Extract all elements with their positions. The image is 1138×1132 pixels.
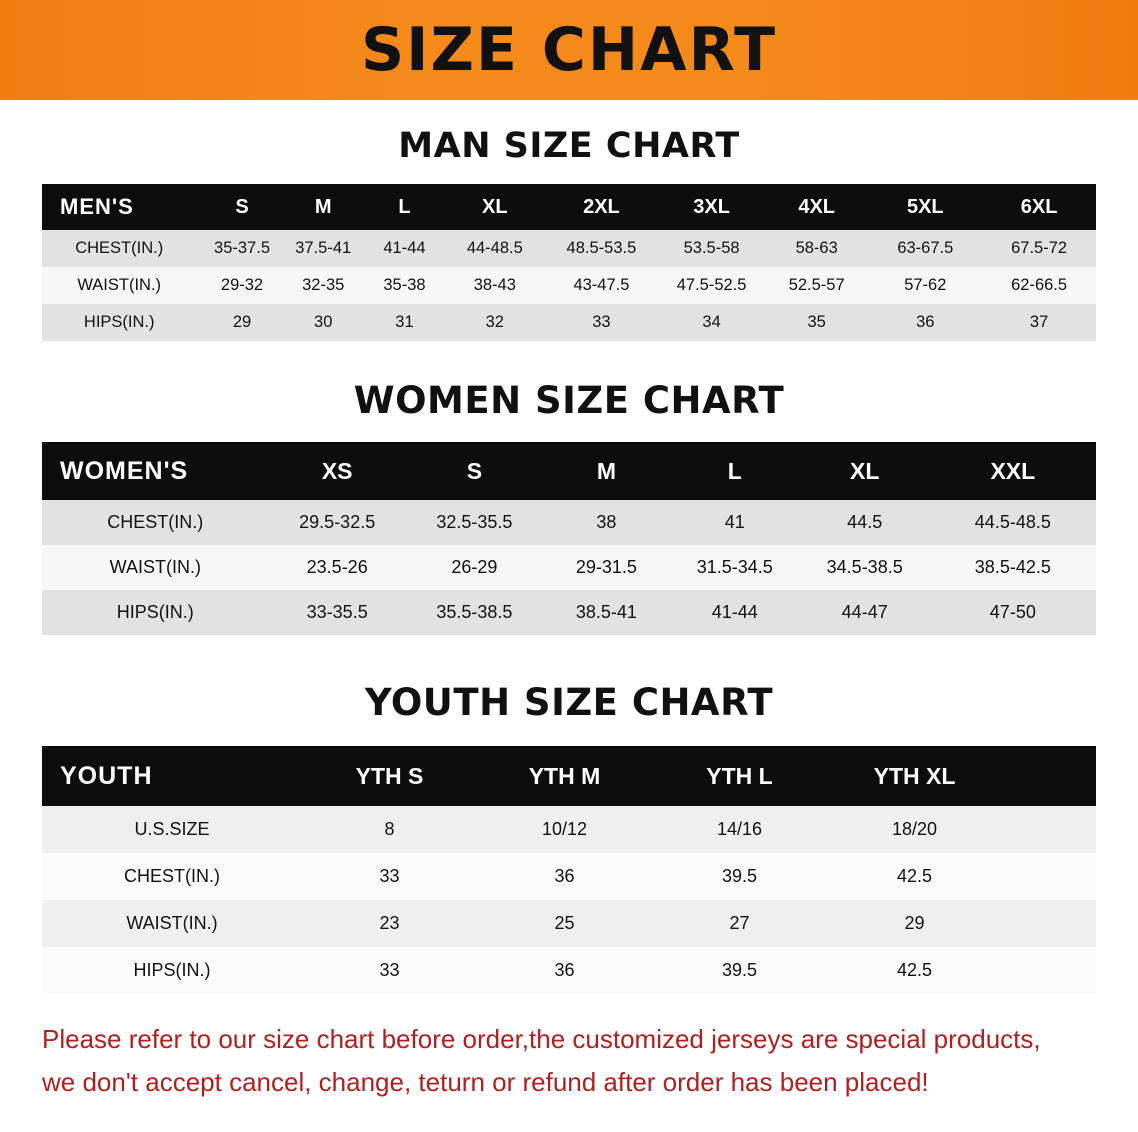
table-cell: 47.5-52.5 [658, 267, 765, 304]
table-cell: 35 [765, 304, 869, 341]
col-header: XL [445, 184, 545, 230]
row-header: HIPS(IN.) [42, 590, 269, 635]
table-cell: 23 [302, 900, 477, 947]
table-cell: 35.5-38.5 [406, 590, 543, 635]
table-row [42, 806, 1096, 853]
table-cell: 27 [652, 900, 827, 947]
header-banner [0, 0, 1138, 100]
col-header: S [406, 442, 543, 500]
man-section-title: MAN SIZE CHART [398, 126, 740, 166]
table-cell: 41-44 [670, 590, 800, 635]
col-header: YTH XL [827, 746, 1002, 806]
table-cell: 57-62 [868, 267, 982, 304]
table-cell: 32-35 [283, 267, 364, 304]
table-cell: 38.5-42.5 [930, 545, 1096, 590]
table-cell: 44-48.5 [445, 230, 545, 267]
table-cell: 67.5-72 [982, 230, 1096, 267]
col-header: L [364, 184, 445, 230]
disclaimer-line-2: we don't accept cancel, change, teturn or refund after order has been placed! [42, 1066, 929, 1097]
col-header: YTH L [652, 746, 827, 806]
table-cell: 29 [201, 304, 282, 341]
row-header: HIPS(IN.) [42, 947, 302, 994]
table-cell: 42.5 [827, 947, 1002, 994]
table-row [42, 545, 1096, 590]
table-row [42, 900, 1096, 947]
man-table-wrap [42, 184, 1096, 341]
table-cell: 42.5 [827, 853, 1002, 900]
table-cell: 29-32 [201, 267, 282, 304]
table-cell-spacer [1002, 853, 1096, 900]
col-header: XL [800, 442, 930, 500]
table-cell: 53.5-58 [658, 230, 765, 267]
table-cell: 25 [477, 900, 652, 947]
col-header: MEN'S [42, 184, 201, 230]
table-cell: 39.5 [652, 947, 827, 994]
col-header: L [670, 442, 800, 500]
table-cell: 37 [982, 304, 1096, 341]
youth-size-table [42, 746, 1096, 994]
table-cell: 38.5-41 [543, 590, 670, 635]
table-cell: 33 [302, 947, 477, 994]
table-cell: 35-37.5 [201, 230, 282, 267]
table-row [42, 230, 1096, 267]
table-cell: 41 [670, 500, 800, 545]
table-row [42, 947, 1096, 994]
page-title: SIZE CHART [360, 15, 778, 85]
col-header: WOMEN'S [42, 442, 269, 500]
row-header: HIPS(IN.) [42, 304, 201, 341]
col-header: XS [269, 442, 406, 500]
table-row [42, 267, 1096, 304]
table-cell: 31 [364, 304, 445, 341]
col-header: M [283, 184, 364, 230]
row-header: CHEST(IN.) [42, 500, 269, 545]
youth-section-title: YOUTH SIZE CHART [364, 681, 774, 724]
table-cell: 34 [658, 304, 765, 341]
col-header: M [543, 442, 670, 500]
table-header-row [42, 442, 1096, 500]
table-cell: 33 [545, 304, 659, 341]
table-cell: 63-67.5 [868, 230, 982, 267]
row-header: CHEST(IN.) [42, 853, 302, 900]
row-header: WAIST(IN.) [42, 900, 302, 947]
col-header: YOUTH [42, 746, 302, 806]
table-cell: 32.5-35.5 [406, 500, 543, 545]
row-header: CHEST(IN.) [42, 230, 201, 267]
table-cell: 38 [543, 500, 670, 545]
disclaimer-line-1: Please refer to our size chart before order,the customized jerseys are special products, [42, 1024, 1041, 1054]
table-row [42, 500, 1096, 545]
table-cell: 14/16 [652, 806, 827, 853]
row-header: WAIST(IN.) [42, 545, 269, 590]
youth-table-wrap [42, 746, 1096, 994]
table-cell: 34.5-38.5 [800, 545, 930, 590]
table-cell: 52.5-57 [765, 267, 869, 304]
table-cell: 29 [827, 900, 1002, 947]
table-header-row [42, 184, 1096, 230]
table-cell: 8 [302, 806, 477, 853]
table-cell: 48.5-53.5 [545, 230, 659, 267]
table-cell: 29-31.5 [543, 545, 670, 590]
table-row [42, 590, 1096, 635]
table-cell: 35-38 [364, 267, 445, 304]
col-header: 5XL [868, 184, 982, 230]
table-cell: 44-47 [800, 590, 930, 635]
table-header-row [42, 746, 1096, 806]
col-header: XXL [930, 442, 1096, 500]
women-table-wrap [42, 442, 1096, 635]
col-header: S [201, 184, 282, 230]
col-header-spacer [1002, 746, 1096, 806]
table-cell: 36 [868, 304, 982, 341]
table-cell-spacer [1002, 947, 1096, 994]
table-cell: 30 [283, 304, 364, 341]
table-cell: 26-29 [406, 545, 543, 590]
table-cell-spacer [1002, 806, 1096, 853]
table-cell: 10/12 [477, 806, 652, 853]
table-cell: 41-44 [364, 230, 445, 267]
table-cell: 58-63 [765, 230, 869, 267]
table-cell: 23.5-26 [269, 545, 406, 590]
col-header: YTH M [477, 746, 652, 806]
table-cell: 39.5 [652, 853, 827, 900]
table-cell: 44.5-48.5 [930, 500, 1096, 545]
table-cell: 38-43 [445, 267, 545, 304]
table-cell: 31.5-34.5 [670, 545, 800, 590]
disclaimer-note [42, 1018, 1096, 1104]
table-cell: 43-47.5 [545, 267, 659, 304]
table-cell: 33-35.5 [269, 590, 406, 635]
table-cell-spacer [1002, 900, 1096, 947]
table-cell: 47-50 [930, 590, 1096, 635]
col-header: 6XL [982, 184, 1096, 230]
table-cell: 37.5-41 [283, 230, 364, 267]
table-row [42, 853, 1096, 900]
women-section-title: WOMEN SIZE CHART [353, 379, 785, 422]
table-cell: 36 [477, 853, 652, 900]
table-cell: 62-66.5 [982, 267, 1096, 304]
table-cell: 29.5-32.5 [269, 500, 406, 545]
col-header: YTH S [302, 746, 477, 806]
table-cell: 18/20 [827, 806, 1002, 853]
table-row [42, 304, 1096, 341]
row-header: WAIST(IN.) [42, 267, 201, 304]
table-cell: 44.5 [800, 500, 930, 545]
table-cell: 36 [477, 947, 652, 994]
col-header: 3XL [658, 184, 765, 230]
row-header: U.S.SIZE [42, 806, 302, 853]
col-header: 4XL [765, 184, 869, 230]
col-header: 2XL [545, 184, 659, 230]
table-cell: 33 [302, 853, 477, 900]
table-cell: 32 [445, 304, 545, 341]
women-size-table [42, 442, 1096, 635]
man-size-table [42, 184, 1096, 341]
